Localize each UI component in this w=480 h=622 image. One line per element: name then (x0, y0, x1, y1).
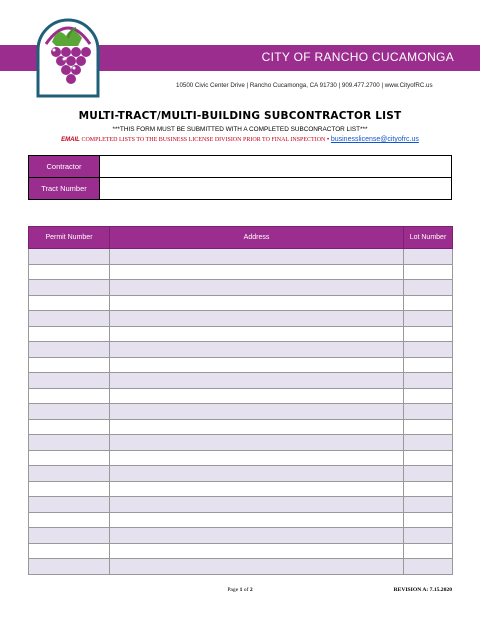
contractor-info-table (28, 155, 452, 200)
table-row (29, 280, 453, 296)
lot-number-cell[interactable] (404, 388, 453, 404)
form-note: ***THIS FORM MUST BE SUBMITTED WITH A COMPLETED SUBCONRACTOR LIST*** (112, 126, 368, 133)
table-row (29, 466, 453, 482)
revision-label: REVISION A: 7.15.2020 (393, 587, 452, 593)
permit-number-cell[interactable] (29, 528, 110, 544)
lot-number-cell[interactable] (404, 481, 453, 497)
tract-number-field[interactable] (100, 178, 452, 200)
form-title: MULTI-TRACT/MULTI-BUILDING SUBCONTRACTOR LIST (78, 110, 402, 122)
permit-number-cell[interactable] (29, 295, 110, 311)
city-name: CITY OF RANCHO CUCAMONGA (261, 50, 454, 64)
table-row (29, 481, 453, 497)
tract-number-label: Tract Number (29, 178, 100, 200)
lot-number-cell[interactable] (404, 466, 453, 482)
permit-number-cell[interactable] (29, 450, 110, 466)
city-logo-icon (28, 16, 108, 100)
address-cell[interactable] (110, 559, 404, 575)
address-cell[interactable] (110, 497, 404, 513)
lot-number-cell[interactable] (404, 404, 453, 420)
permit-number-cell[interactable] (29, 466, 110, 482)
address-cell[interactable] (110, 435, 404, 451)
permit-number-cell[interactable] (29, 559, 110, 575)
address-cell[interactable] (110, 450, 404, 466)
lot-number-cell[interactable] (404, 326, 453, 342)
table-row (29, 311, 453, 327)
email-text: COMPLETED LISTS TO THE BUSINESS LICENSE DIVISION PRIOR TO FINAL INSPECTION (81, 137, 326, 143)
lot-number-cell[interactable] (404, 311, 453, 327)
lot-number-cell[interactable] (404, 528, 453, 544)
table-row (29, 295, 453, 311)
address-cell[interactable] (110, 419, 404, 435)
page-of: of (243, 587, 249, 593)
permit-number-cell[interactable] (29, 326, 110, 342)
address-cell[interactable] (110, 264, 404, 280)
table-row (29, 342, 453, 358)
contractor-row (29, 156, 452, 178)
contractor-field[interactable] (100, 156, 452, 178)
table-row (29, 357, 453, 373)
lot-number-cell[interactable] (404, 342, 453, 358)
address-cell[interactable] (110, 404, 404, 420)
lot-number-cell[interactable] (404, 295, 453, 311)
permit-number-cell[interactable] (29, 481, 110, 497)
city-address: 10500 Civic Center Drive | Rancho Cucamonga, CA 91730 | 909.477.2700 | www.CityofRC.us (176, 82, 433, 89)
address-cell[interactable] (110, 388, 404, 404)
permit-number-cell[interactable] (29, 388, 110, 404)
address-cell[interactable] (110, 357, 404, 373)
address-cell[interactable] (110, 466, 404, 482)
permit-number-cell[interactable] (29, 342, 110, 358)
page-prefix: Page (227, 587, 239, 593)
table-row (29, 419, 453, 435)
permit-number-cell[interactable] (29, 264, 110, 280)
page-current: 1 (239, 587, 243, 593)
lot-number-cell[interactable] (404, 512, 453, 528)
table-row (29, 435, 453, 451)
table-row (29, 450, 453, 466)
lot-number-cell[interactable] (404, 497, 453, 513)
tract-number-row (29, 178, 452, 200)
permit-number-cell[interactable] (29, 497, 110, 513)
table-row (29, 249, 453, 265)
lot-number-cell[interactable] (404, 249, 453, 265)
permit-number-cell[interactable] (29, 512, 110, 528)
permit-number-cell[interactable] (29, 543, 110, 559)
lot-number-cell[interactable] (404, 450, 453, 466)
permit-number-cell[interactable] (29, 404, 110, 420)
address-cell[interactable] (110, 543, 404, 559)
table-row (29, 528, 453, 544)
permit-number-cell[interactable] (29, 249, 110, 265)
email-instruction (0, 136, 480, 143)
table-row (29, 559, 453, 575)
table-row (29, 512, 453, 528)
lot-number-cell[interactable] (404, 543, 453, 559)
table-row (29, 543, 453, 559)
address-cell[interactable] (110, 512, 404, 528)
email-label: EMAIL (61, 137, 80, 143)
table-row (29, 388, 453, 404)
address-cell[interactable] (110, 481, 404, 497)
address-cell[interactable] (110, 249, 404, 265)
permit-number-cell[interactable] (29, 419, 110, 435)
permit-number-cell[interactable] (29, 357, 110, 373)
lot-number-cell[interactable] (404, 264, 453, 280)
permit-number-cell[interactable] (29, 373, 110, 389)
table-row (29, 373, 453, 389)
column-header-lot-number: Lot Number (404, 227, 453, 249)
table-row (29, 264, 453, 280)
table-header-row (29, 227, 453, 249)
permit-number-cell[interactable] (29, 435, 110, 451)
email-link[interactable]: businesslicense@cityofrc.us (330, 136, 419, 143)
lot-number-cell[interactable] (404, 280, 453, 296)
lot-number-cell[interactable] (404, 559, 453, 575)
address-cell[interactable] (110, 528, 404, 544)
email-bullet: • (327, 137, 330, 143)
column-header-address: Address (110, 227, 404, 249)
lot-number-cell[interactable] (404, 357, 453, 373)
table-row (29, 404, 453, 420)
address-cell[interactable] (110, 295, 404, 311)
address-cell[interactable] (110, 373, 404, 389)
lot-number-cell[interactable] (404, 373, 453, 389)
subcontractor-list-table (28, 226, 453, 575)
contractor-label: Contractor (29, 156, 100, 178)
address-cell[interactable] (110, 342, 404, 358)
lot-number-cell[interactable] (404, 435, 453, 451)
address-cell[interactable] (110, 311, 404, 327)
table-body (29, 249, 453, 575)
address-cell[interactable] (110, 280, 404, 296)
address-cell[interactable] (110, 326, 404, 342)
page-total: 2 (249, 587, 253, 593)
table-row (29, 326, 453, 342)
lot-number-cell[interactable] (404, 419, 453, 435)
permit-number-cell[interactable] (29, 280, 110, 296)
permit-number-cell[interactable] (29, 311, 110, 327)
column-header-permit-number: Permit Number (29, 227, 110, 249)
table-row (29, 497, 453, 513)
